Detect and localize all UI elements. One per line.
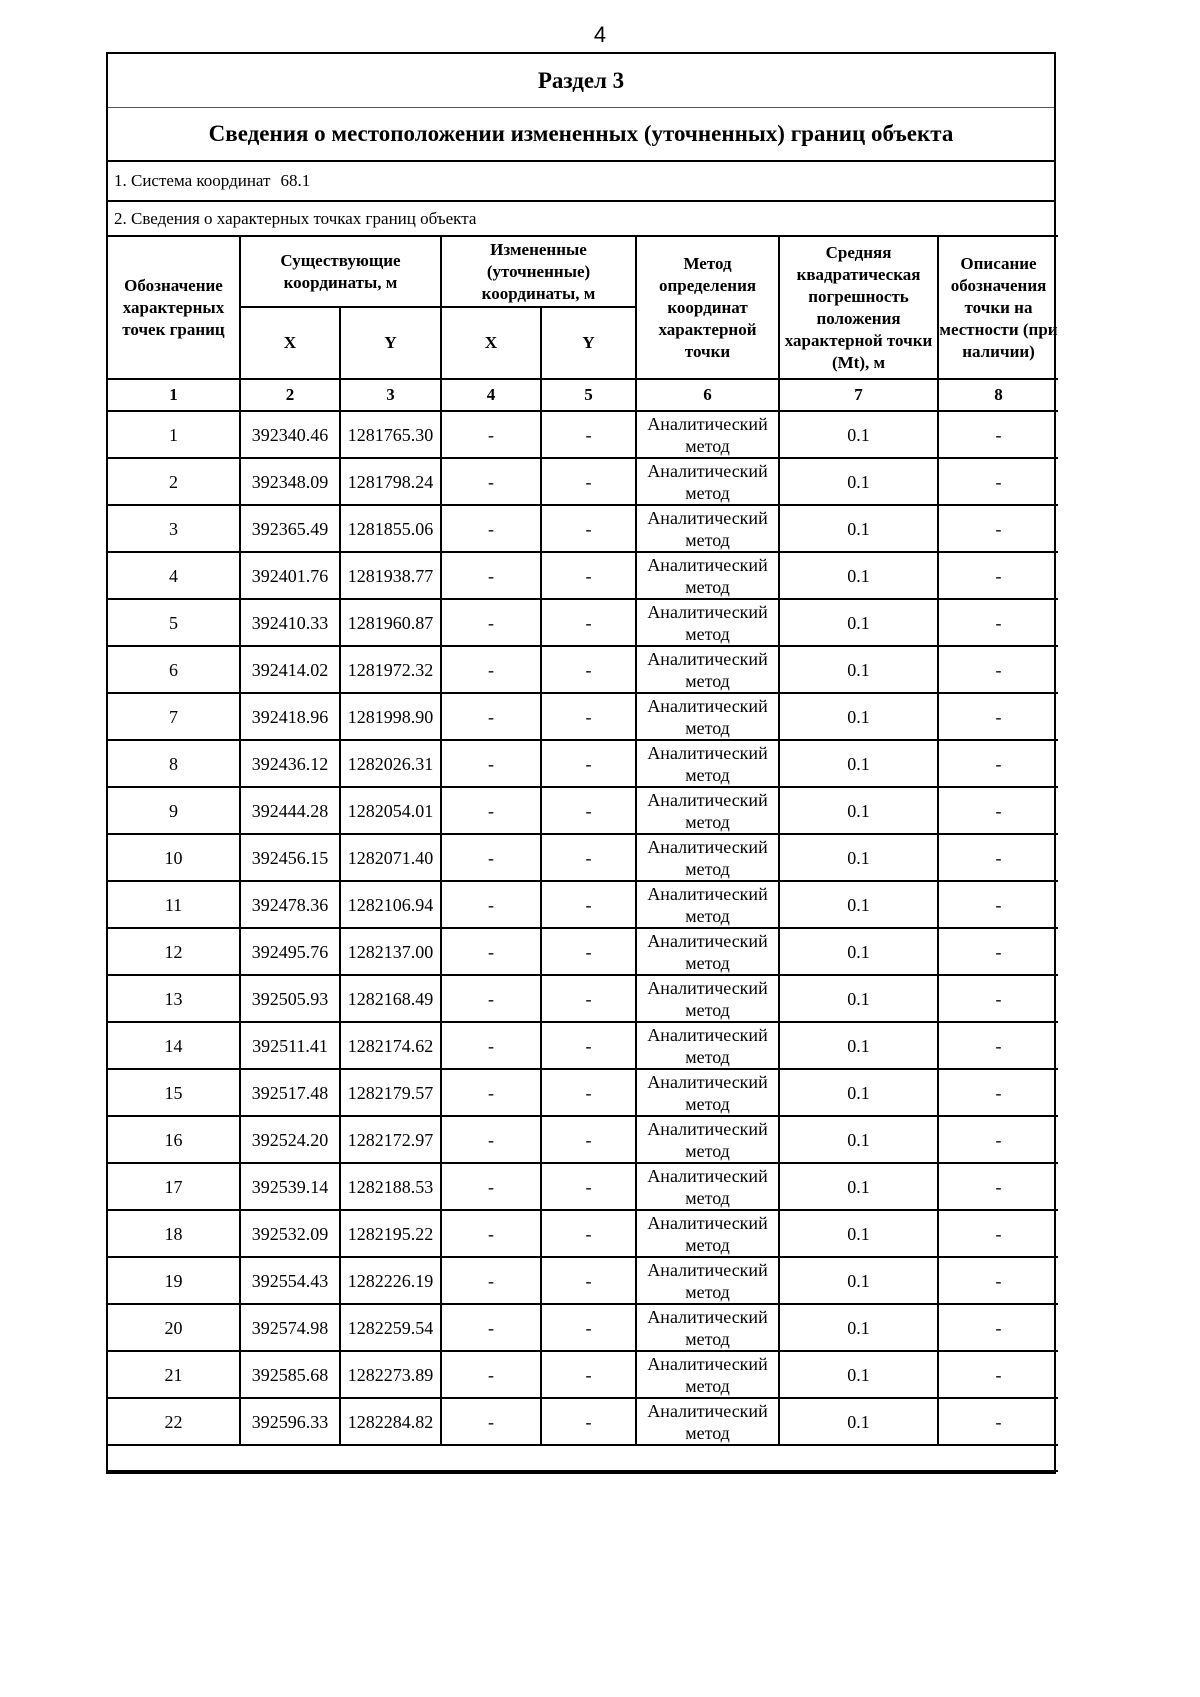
method-cell	[636, 975, 779, 1022]
mean-square-error-cell: 0.1	[779, 834, 938, 881]
changed-x-cell: -	[441, 1163, 541, 1210]
header-existing-y: Y	[340, 307, 441, 379]
mean-square-error-cell: 0.1	[779, 1304, 938, 1351]
method-cell	[636, 1069, 779, 1116]
method-line-2: метод	[685, 1187, 730, 1208]
method-cell	[636, 552, 779, 599]
changed-y-cell: -	[541, 646, 636, 693]
point-number-cell: 19	[108, 1257, 240, 1304]
table-row	[108, 1398, 1058, 1445]
table-row	[108, 975, 1058, 1022]
point-number-cell: 11	[108, 881, 240, 928]
point-number-cell: 15	[108, 1069, 240, 1116]
table-row	[108, 552, 1058, 599]
changed-x-cell: -	[441, 1022, 541, 1069]
table-row	[108, 1304, 1058, 1351]
column-number: 2	[240, 379, 340, 411]
method-cell	[636, 411, 779, 458]
method-cell	[636, 1163, 779, 1210]
method-line-1: Аналитический	[647, 789, 768, 810]
changed-x-cell: -	[441, 693, 541, 740]
header-point-designation: Обозначение характерных точек границ	[108, 236, 240, 379]
changed-x-cell: -	[441, 1210, 541, 1257]
mean-square-error-cell: 0.1	[779, 1351, 938, 1398]
method-line-2: метод	[685, 858, 730, 879]
point-description-cell: -	[938, 599, 1058, 646]
existing-y-cell: 1281938.77	[340, 552, 441, 599]
existing-y-cell: 1281998.90	[340, 693, 441, 740]
method-line-1: Аналитический	[647, 1165, 768, 1186]
changed-x-cell: -	[441, 552, 541, 599]
method-line-2: метод	[685, 764, 730, 785]
changed-x-cell: -	[441, 1257, 541, 1304]
method-line-2: метод	[685, 1234, 730, 1255]
section-title: Раздел 3	[108, 54, 1054, 108]
existing-x-cell: 392456.15	[240, 834, 340, 881]
point-number-cell: 12	[108, 928, 240, 975]
changed-x-cell: -	[441, 1398, 541, 1445]
mean-square-error-cell: 0.1	[779, 975, 938, 1022]
point-number-cell: 7	[108, 693, 240, 740]
existing-x-cell: 392365.49	[240, 505, 340, 552]
changed-x-cell: -	[441, 646, 541, 693]
changed-x-cell: -	[441, 599, 541, 646]
point-description-cell: -	[938, 693, 1058, 740]
method-cell	[636, 693, 779, 740]
point-description-cell: -	[938, 646, 1058, 693]
point-number-cell: 1	[108, 411, 240, 458]
existing-y-cell: 1281798.24	[340, 458, 441, 505]
column-number: 4	[441, 379, 541, 411]
point-description-cell: -	[938, 975, 1058, 1022]
table-row	[108, 693, 1058, 740]
method-cell	[636, 928, 779, 975]
column-number: 6	[636, 379, 779, 411]
changed-x-cell: -	[441, 458, 541, 505]
point-description-cell: -	[938, 1116, 1058, 1163]
changed-x-cell: -	[441, 505, 541, 552]
table-row	[108, 1116, 1058, 1163]
method-cell	[636, 1022, 779, 1069]
method-cell	[636, 458, 779, 505]
point-description-cell: -	[938, 928, 1058, 975]
existing-y-cell: 1282071.40	[340, 834, 441, 881]
point-description-cell: -	[938, 881, 1058, 928]
point-number-cell: 20	[108, 1304, 240, 1351]
method-line-2: метод	[685, 1140, 730, 1161]
changed-y-cell: -	[541, 599, 636, 646]
method-line-1: Аналитический	[647, 1071, 768, 1092]
changed-y-cell: -	[541, 834, 636, 881]
method-line-1: Аналитический	[647, 1118, 768, 1139]
header-point-description: Описание обозначения точки на местности (при наличии)	[938, 236, 1058, 379]
header-changed-y: Y	[541, 307, 636, 379]
header-mean-square-error: Средняя квадратическая погрешность положения характерной точки (Mt), м	[779, 236, 938, 379]
changed-x-cell: -	[441, 1069, 541, 1116]
point-number-cell: 16	[108, 1116, 240, 1163]
mean-square-error-cell: 0.1	[779, 458, 938, 505]
method-cell	[636, 599, 779, 646]
method-line-1: Аналитический	[647, 1259, 768, 1280]
existing-x-cell: 392436.12	[240, 740, 340, 787]
column-numbers-row	[108, 379, 1058, 411]
method-line-2: метод	[685, 1422, 730, 1443]
header-existing-coordinates: Существующие координаты, м	[240, 236, 441, 307]
method-cell	[636, 881, 779, 928]
changed-y-cell: -	[541, 1163, 636, 1210]
existing-y-cell: 1282137.00	[340, 928, 441, 975]
header-method: Метод определения координат характерной точки	[636, 236, 779, 379]
table-row	[108, 1210, 1058, 1257]
changed-y-cell: -	[541, 1022, 636, 1069]
method-line-2: метод	[685, 435, 730, 456]
mean-square-error-cell: 0.1	[779, 1116, 938, 1163]
coordinate-system-row	[108, 162, 1054, 202]
point-description-cell: -	[938, 458, 1058, 505]
method-line-1: Аналитический	[647, 1306, 768, 1327]
point-number-cell: 14	[108, 1022, 240, 1069]
existing-x-cell: 392539.14	[240, 1163, 340, 1210]
point-number-cell: 9	[108, 787, 240, 834]
method-cell	[636, 1210, 779, 1257]
table-row	[108, 1351, 1058, 1398]
method-cell	[636, 834, 779, 881]
method-line-2: метод	[685, 1046, 730, 1067]
mean-square-error-cell: 0.1	[779, 740, 938, 787]
method-line-1: Аналитический	[647, 1024, 768, 1045]
point-number-cell: 8	[108, 740, 240, 787]
changed-x-cell: -	[441, 1304, 541, 1351]
point-number-cell: 6	[108, 646, 240, 693]
point-number-cell: 3	[108, 505, 240, 552]
point-number-cell: 18	[108, 1210, 240, 1257]
mean-square-error-cell: 0.1	[779, 646, 938, 693]
changed-x-cell: -	[441, 881, 541, 928]
point-number-cell: 17	[108, 1163, 240, 1210]
method-line-1: Аналитический	[647, 742, 768, 763]
table-row	[108, 928, 1058, 975]
mean-square-error-cell: 0.1	[779, 1022, 938, 1069]
existing-x-cell: 392532.09	[240, 1210, 340, 1257]
existing-x-cell: 392478.36	[240, 881, 340, 928]
method-line-1: Аналитический	[647, 554, 768, 575]
method-cell	[636, 1398, 779, 1445]
point-description-cell: -	[938, 1163, 1058, 1210]
method-line-2: метод	[685, 482, 730, 503]
point-description-cell: -	[938, 1069, 1058, 1116]
point-description-cell: -	[938, 740, 1058, 787]
method-cell	[636, 1116, 779, 1163]
changed-y-cell: -	[541, 975, 636, 1022]
method-line-2: метод	[685, 1375, 730, 1396]
table-row	[108, 1163, 1058, 1210]
existing-y-cell: 1281855.06	[340, 505, 441, 552]
method-line-1: Аналитический	[647, 930, 768, 951]
table-row	[108, 787, 1058, 834]
table-row	[108, 458, 1058, 505]
table-row	[108, 881, 1058, 928]
table-row	[108, 411, 1058, 458]
method-cell	[636, 646, 779, 693]
point-number-cell: 13	[108, 975, 240, 1022]
method-cell	[636, 1304, 779, 1351]
blank-cell	[108, 1445, 1058, 1471]
changed-y-cell: -	[541, 1304, 636, 1351]
existing-x-cell: 392574.98	[240, 1304, 340, 1351]
method-line-1: Аналитический	[647, 1400, 768, 1421]
existing-x-cell: 392401.76	[240, 552, 340, 599]
table-row	[108, 1257, 1058, 1304]
existing-y-cell: 1282273.89	[340, 1351, 441, 1398]
changed-y-cell: -	[541, 693, 636, 740]
method-line-1: Аналитический	[647, 413, 768, 434]
existing-x-cell: 392596.33	[240, 1398, 340, 1445]
existing-y-cell: 1282026.31	[340, 740, 441, 787]
method-line-2: метод	[685, 1328, 730, 1349]
existing-y-cell: 1282259.54	[340, 1304, 441, 1351]
coordinate-system-label: 1. Система координат	[114, 171, 271, 190]
page-number: 4	[593, 22, 607, 47]
table-row	[108, 646, 1058, 693]
existing-x-cell: 392554.43	[240, 1257, 340, 1304]
changed-y-cell: -	[541, 787, 636, 834]
table-row	[108, 740, 1058, 787]
changed-x-cell: -	[441, 411, 541, 458]
point-description-cell: -	[938, 1351, 1058, 1398]
coordinate-system-value: 68.1	[280, 171, 311, 190]
boundary-points-table	[108, 235, 1058, 1472]
table-row	[108, 834, 1058, 881]
point-number-cell: 10	[108, 834, 240, 881]
method-cell	[636, 740, 779, 787]
changed-x-cell: -	[441, 1116, 541, 1163]
method-line-1: Аналитический	[647, 977, 768, 998]
mean-square-error-cell: 0.1	[779, 1163, 938, 1210]
point-description-cell: -	[938, 1210, 1058, 1257]
mean-square-error-cell: 0.1	[779, 505, 938, 552]
header-existing-x: X	[240, 307, 340, 379]
method-line-1: Аналитический	[647, 836, 768, 857]
existing-y-cell: 1282168.49	[340, 975, 441, 1022]
method-cell	[636, 1351, 779, 1398]
method-line-2: метод	[685, 905, 730, 926]
changed-x-cell: -	[441, 975, 541, 1022]
existing-y-cell: 1282174.62	[340, 1022, 441, 1069]
point-number-cell: 4	[108, 552, 240, 599]
existing-x-cell: 392495.76	[240, 928, 340, 975]
changed-y-cell: -	[541, 1398, 636, 1445]
existing-x-cell: 392410.33	[240, 599, 340, 646]
method-line-1: Аналитический	[647, 460, 768, 481]
changed-x-cell: -	[441, 787, 541, 834]
method-cell	[636, 1257, 779, 1304]
changed-x-cell: -	[441, 928, 541, 975]
mean-square-error-cell: 0.1	[779, 1257, 938, 1304]
point-number-cell: 21	[108, 1351, 240, 1398]
changed-y-cell: -	[541, 881, 636, 928]
changed-y-cell: -	[541, 1069, 636, 1116]
changed-x-cell: -	[441, 834, 541, 881]
existing-y-cell: 1282172.97	[340, 1116, 441, 1163]
point-number-cell: 2	[108, 458, 240, 505]
existing-y-cell: 1282054.01	[340, 787, 441, 834]
changed-y-cell: -	[541, 1351, 636, 1398]
point-description-cell: -	[938, 834, 1058, 881]
method-line-2: метод	[685, 717, 730, 738]
existing-x-cell: 392418.96	[240, 693, 340, 740]
method-cell	[636, 505, 779, 552]
point-description-cell: -	[938, 411, 1058, 458]
existing-y-cell: 1281960.87	[340, 599, 441, 646]
point-description-cell: -	[938, 1304, 1058, 1351]
mean-square-error-cell: 0.1	[779, 1069, 938, 1116]
points-section-label: 2. Сведения о характерных точках границ объекта	[114, 208, 477, 228]
method-line-1: Аналитический	[647, 883, 768, 904]
method-line-2: метод	[685, 952, 730, 973]
point-description-cell: -	[938, 505, 1058, 552]
existing-x-cell: 392414.02	[240, 646, 340, 693]
changed-x-cell: -	[441, 1351, 541, 1398]
section-frame	[106, 52, 1056, 1474]
changed-y-cell: -	[541, 411, 636, 458]
existing-y-cell: 1282106.94	[340, 881, 441, 928]
point-description-cell: -	[938, 1398, 1058, 1445]
point-description-cell: -	[938, 552, 1058, 599]
mean-square-error-cell: 0.1	[779, 599, 938, 646]
existing-x-cell: 392505.93	[240, 975, 340, 1022]
mean-square-error-cell: 0.1	[779, 881, 938, 928]
point-description-cell: -	[938, 1022, 1058, 1069]
method-line-1: Аналитический	[647, 695, 768, 716]
method-line-1: Аналитический	[647, 601, 768, 622]
existing-x-cell: 392517.48	[240, 1069, 340, 1116]
method-line-1: Аналитический	[647, 1212, 768, 1233]
table-closing-row	[108, 1445, 1058, 1471]
existing-y-cell: 1281765.30	[340, 411, 441, 458]
changed-y-cell: -	[541, 1116, 636, 1163]
changed-x-cell: -	[441, 740, 541, 787]
mean-square-error-cell: 0.1	[779, 693, 938, 740]
header-changed-coordinates: Измененные (уточненные) координаты, м	[441, 236, 636, 307]
method-cell	[636, 787, 779, 834]
point-description-cell: -	[938, 1257, 1058, 1304]
column-number: 3	[340, 379, 441, 411]
section-subtitle: Сведения о местоположении измененных (уточненных) границ объекта	[108, 108, 1054, 162]
changed-y-cell: -	[541, 740, 636, 787]
table-row	[108, 505, 1058, 552]
method-line-2: метод	[685, 576, 730, 597]
existing-x-cell: 392524.20	[240, 1116, 340, 1163]
column-number: 8	[938, 379, 1058, 411]
changed-y-cell: -	[541, 928, 636, 975]
method-line-2: метод	[685, 1281, 730, 1302]
changed-y-cell: -	[541, 1210, 636, 1257]
existing-y-cell: 1282179.57	[340, 1069, 441, 1116]
method-line-1: Аналитический	[647, 1353, 768, 1374]
point-number-cell: 5	[108, 599, 240, 646]
method-line-2: метод	[685, 623, 730, 644]
mean-square-error-cell: 0.1	[779, 552, 938, 599]
table-row	[108, 1022, 1058, 1069]
mean-square-error-cell: 0.1	[779, 787, 938, 834]
column-number: 7	[779, 379, 938, 411]
existing-x-cell: 392444.28	[240, 787, 340, 834]
mean-square-error-cell: 0.1	[779, 1210, 938, 1257]
method-line-2: метод	[685, 670, 730, 691]
changed-y-cell: -	[541, 505, 636, 552]
point-number-cell: 22	[108, 1398, 240, 1445]
table-row	[108, 599, 1058, 646]
header-changed-x: X	[441, 307, 541, 379]
existing-y-cell: 1282284.82	[340, 1398, 441, 1445]
method-line-2: метод	[685, 999, 730, 1020]
existing-x-cell: 392340.46	[240, 411, 340, 458]
method-line-1: Аналитический	[647, 507, 768, 528]
method-line-1: Аналитический	[647, 648, 768, 669]
changed-y-cell: -	[541, 458, 636, 505]
mean-square-error-cell: 0.1	[779, 928, 938, 975]
existing-y-cell: 1282226.19	[340, 1257, 441, 1304]
column-number: 5	[541, 379, 636, 411]
mean-square-error-cell: 0.1	[779, 411, 938, 458]
point-description-cell: -	[938, 787, 1058, 834]
existing-x-cell: 392348.09	[240, 458, 340, 505]
existing-y-cell: 1282188.53	[340, 1163, 441, 1210]
existing-y-cell: 1281972.32	[340, 646, 441, 693]
changed-y-cell: -	[541, 1257, 636, 1304]
column-number: 1	[108, 379, 240, 411]
method-line-2: метод	[685, 529, 730, 550]
method-line-2: метод	[685, 1093, 730, 1114]
changed-y-cell: -	[541, 552, 636, 599]
existing-x-cell: 392511.41	[240, 1022, 340, 1069]
existing-y-cell: 1282195.22	[340, 1210, 441, 1257]
method-line-2: метод	[685, 811, 730, 832]
mean-square-error-cell: 0.1	[779, 1398, 938, 1445]
existing-x-cell: 392585.68	[240, 1351, 340, 1398]
table-row	[108, 1069, 1058, 1116]
